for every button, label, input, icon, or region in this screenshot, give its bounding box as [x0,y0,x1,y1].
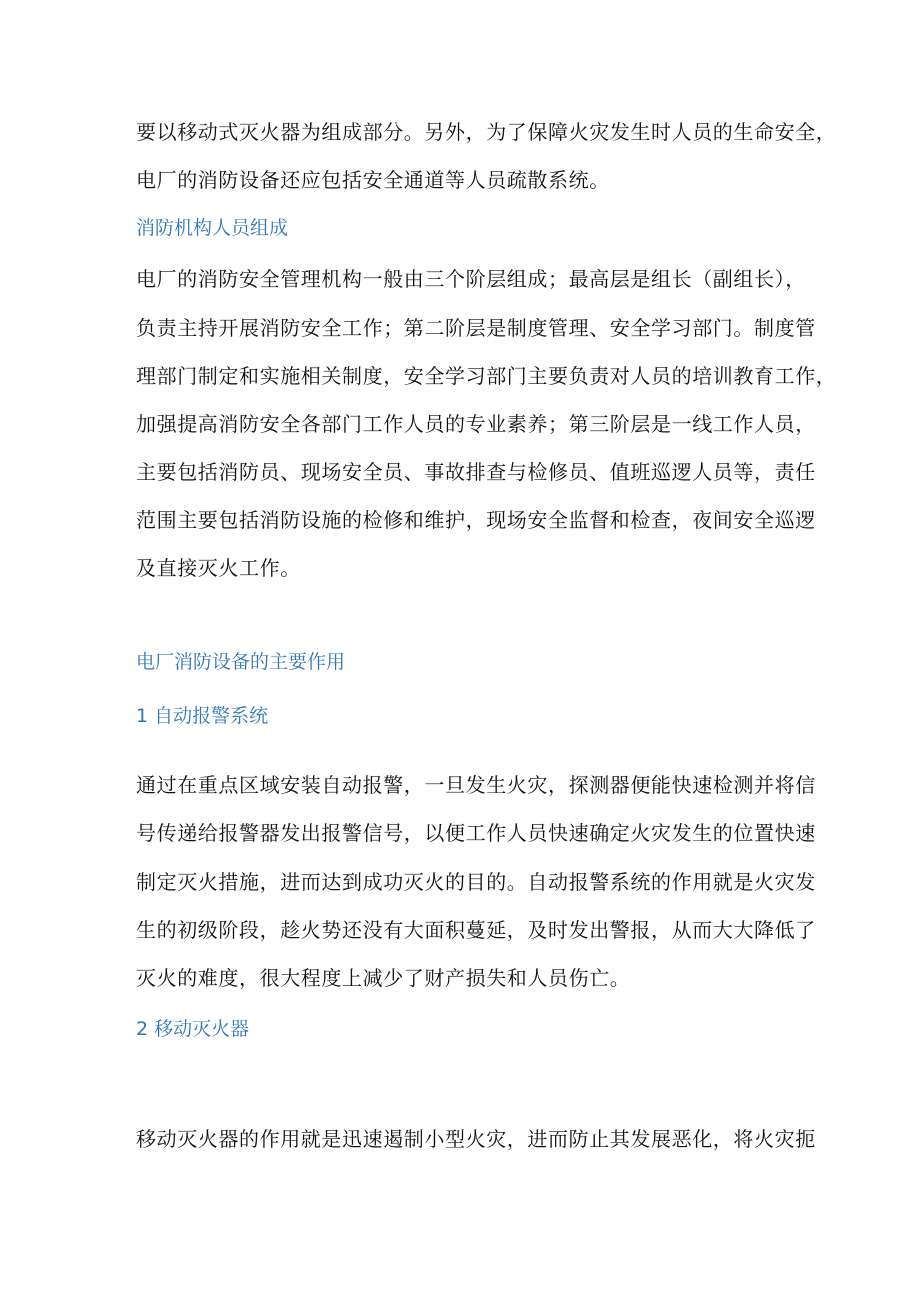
paragraph-line: 灭火的难度，很大程度上减少了财产损失和人员伤亡。 [136,966,631,990]
paragraph-line: 及直接灭火工作。 [136,556,301,580]
paragraph-line: 通过在重点区域安装自动报警，一旦发生火灾，探测器便能快速检测并将信 [136,773,816,797]
paragraph-line: 生的初级阶段，趁火势还没有大面积蔓延，及时发出警报，从而大大降低了 [136,918,816,942]
paragraph-line: 电厂的消防安全管理机构一般由三个阶层组成；最高层是组长（副组长）， [136,267,806,291]
paragraph-line: 要以移动式灭火器为组成部分。另外，为了保障火灾发生时人员的生命安全， [136,120,837,144]
paragraph-line: 移动灭火器的作用就是迅速遏制小型火灾，进而防止其发展恶化，将火灾扼 [136,1127,816,1151]
paragraph-line: 号传递给报警器发出报警信号，以便工作人员快速确定火灾发生的位置快速 [136,821,816,845]
subsection-heading: 1 自动报警系统 [136,705,269,727]
paragraph-line: 范围主要包括消防设施的检修和维护，现场安全监督和检查，夜间安全巡逻 [136,508,816,532]
paragraph-line: 主要包括消防员、现场安全员、事故排查与检修员、值班巡逻人员等，责任 [136,460,816,484]
paragraph-line: 负责主持开展消防安全工作；第二阶层是制度管理、安全学习部门。制度管 [136,316,816,340]
section-heading: 电厂消防设备的主要作用 [136,651,346,673]
paragraph-line: 加强提高消防安全各部门工作人员的专业素养；第三阶层是一线工作人员， [136,412,816,436]
paragraph-line: 制定灭火措施，进而达到成功灭火的目的。自动报警系统的作用就是火灾发 [136,870,816,894]
paragraph-line: 理部门制定和实施相关制度，安全学习部门主要负责对人员的培训教育工作， [136,364,837,388]
paragraph-line: 电厂的消防设备还应包括安全通道等人员疏散系统。 [136,168,610,192]
subsection-heading: 2 移动灭火器 [136,1018,250,1040]
section-heading: 消防机构人员组成 [136,217,289,239]
